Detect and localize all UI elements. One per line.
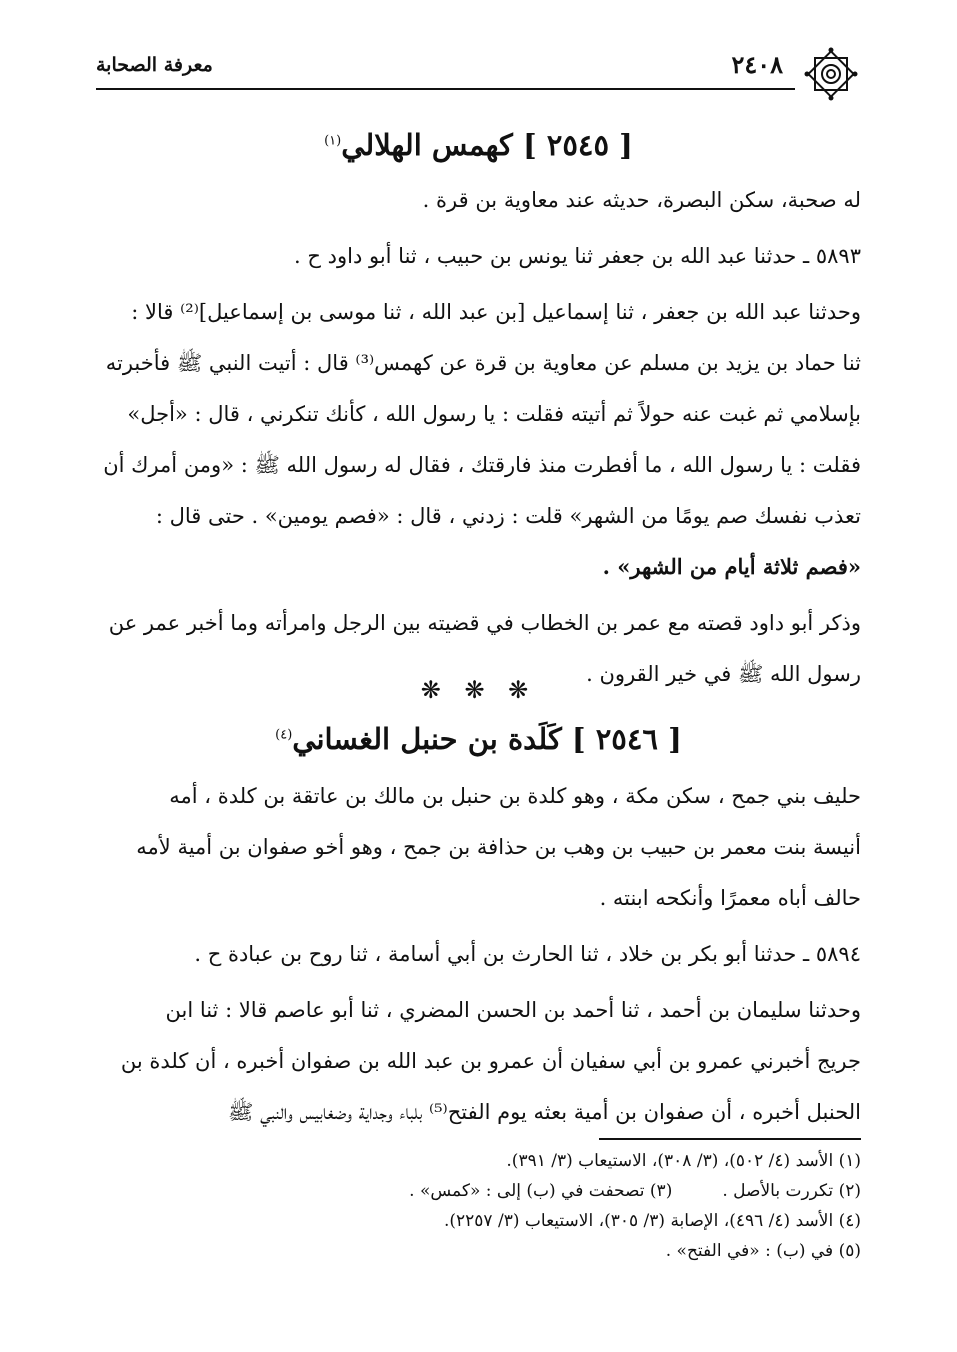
text-line: بإسلامي ثم غبت عنه حولاً ثم أتيته فقلت : يا رسول الله ، كأنك تنكرني ، قال : «أجل» — [127, 402, 861, 426]
entry-body-2546 — [96, 776, 861, 1132]
text-line: حالف أباه معمرًا وأنكحه ابنته . — [599, 886, 861, 910]
text-line: «فصم ثلاثة أيام من الشهر» . — [602, 554, 861, 579]
footnote-5: (٥) في (ب) : «في الفتح» . — [665, 1241, 861, 1261]
entry-name: كهمس الهلالي — [341, 128, 513, 162]
header-rule — [96, 88, 795, 90]
entry-number: [ ٢٥٤٥ ] — [522, 128, 633, 162]
text-line: وحدثنا سليمان بن أحمد ، ثنا أحمد بن الحسن المضري ، ثنا أبو عاصم قالا : ثنا ابن — [165, 998, 861, 1022]
star-ornament-icon — [801, 44, 861, 104]
entry-heading-2545 — [96, 128, 861, 162]
footnote-2: (٢) تكررت بالأصل . — [722, 1181, 861, 1201]
text-line: الحنبل أخبره ، أن صفوان بن أمية بعثه يوم الفتح⁽⁵⁾ بلباء وجداية وضغابيس والنبي ﷺ — [228, 1100, 861, 1124]
page-number: ٢٤٠٨ — [731, 50, 783, 79]
entry-name: كَلَدة بن حنبل الغساني — [292, 722, 562, 756]
footnote-3: (٣) تصحفت في (ب) إلى : «كمس» . — [409, 1181, 673, 1201]
footnote-1: (١) الأسد (٤/ ٥٠٢)، (٣/ ٣٠٨)، الاستيعاب (٣/ ٣٩١). — [506, 1151, 861, 1171]
text-line: له صحبة، سكن البصرة، حديثه عند معاوية بن قرة . — [422, 188, 861, 212]
text-line: تعذب نفسك صم يومًا من الشهر» قلت : زدني ، قال : «فصم يومين» . حتى قال : — [155, 504, 861, 528]
footnote-4: (٤) الأسد (٤/ ٤٩٦)، الإصابة (٣/ ٣٠٥)، الاستيعاب (٣/ ٢٢٥٧). — [443, 1211, 861, 1231]
book-title: معرفة الصحابة — [96, 54, 213, 76]
footnote-mark: (٤) — [275, 727, 293, 743]
text-line: وذكر أبو داود قصته مع عمر بن الخطاب في قضيته بين الرجل وامرأته وما أخبر عمر عن — [108, 611, 861, 635]
entry-number: [ ٢٥٤٦ ] — [571, 722, 682, 756]
text-line: أنيسة بنت معمر بن حبيب بن وهب بن حذافة بن جمح ، وهو أخو صفوان بن أمية لأمه — [136, 835, 861, 859]
text-line: وحدثنا عبد الله بن جعفر ، ثنا إسماعيل [بن عبد الله ، ثنا موسى بن إسماعيل]⁽²⁾ قالا : — [131, 300, 861, 324]
text-line: ٥٨٩٣ ـ حدثنا عبد الله بن جعفر ثنا يونس بن حبيب ، ثنا أبو داود ح . — [294, 244, 861, 268]
text-line: رسول الله ﷺ في خير القرون . — [586, 662, 861, 686]
footnote-2-3 — [96, 1176, 861, 1206]
footnote-rule — [599, 1138, 861, 1140]
entry-body-2545 — [96, 180, 861, 694]
text-line: فقلت : يا رسول الله ، ما أفطرت منذ فارقتك ، فقال له رسول الله ﷺ : «ومن أمرك أن — [103, 453, 861, 477]
footnotes — [96, 1146, 861, 1266]
text-line: حليف بني جمح ، سكن مكة ، وهو كلدة بن حنبل بن مالك بن عاتقة بن كلدة ، أمه — [169, 784, 861, 808]
footnote-mark: (١) — [324, 133, 342, 149]
entry-heading-2546 — [96, 722, 861, 756]
running-header — [96, 50, 861, 92]
text-line: ٥٨٩٤ ـ حدثنا أبو بكر بن خلاد ، ثنا الحارث بن أبي أسامة ، ثنا روح بن عبادة ح . — [194, 942, 861, 966]
section-separator: ❋ ❋ ❋ — [420, 676, 537, 704]
text-line: جريج أخبرني عمرو بن أبي سفيان أن عمرو بن عبد الله بن صفوان أخبره ، أن كلدة بن — [120, 1049, 861, 1073]
text-line: ثنا حماد بن يزيد بن مسلم عن معاوية بن قرة عن كهمس⁽³⁾ قال : أتيت النبي ﷺ فأخبرته — [105, 351, 861, 375]
